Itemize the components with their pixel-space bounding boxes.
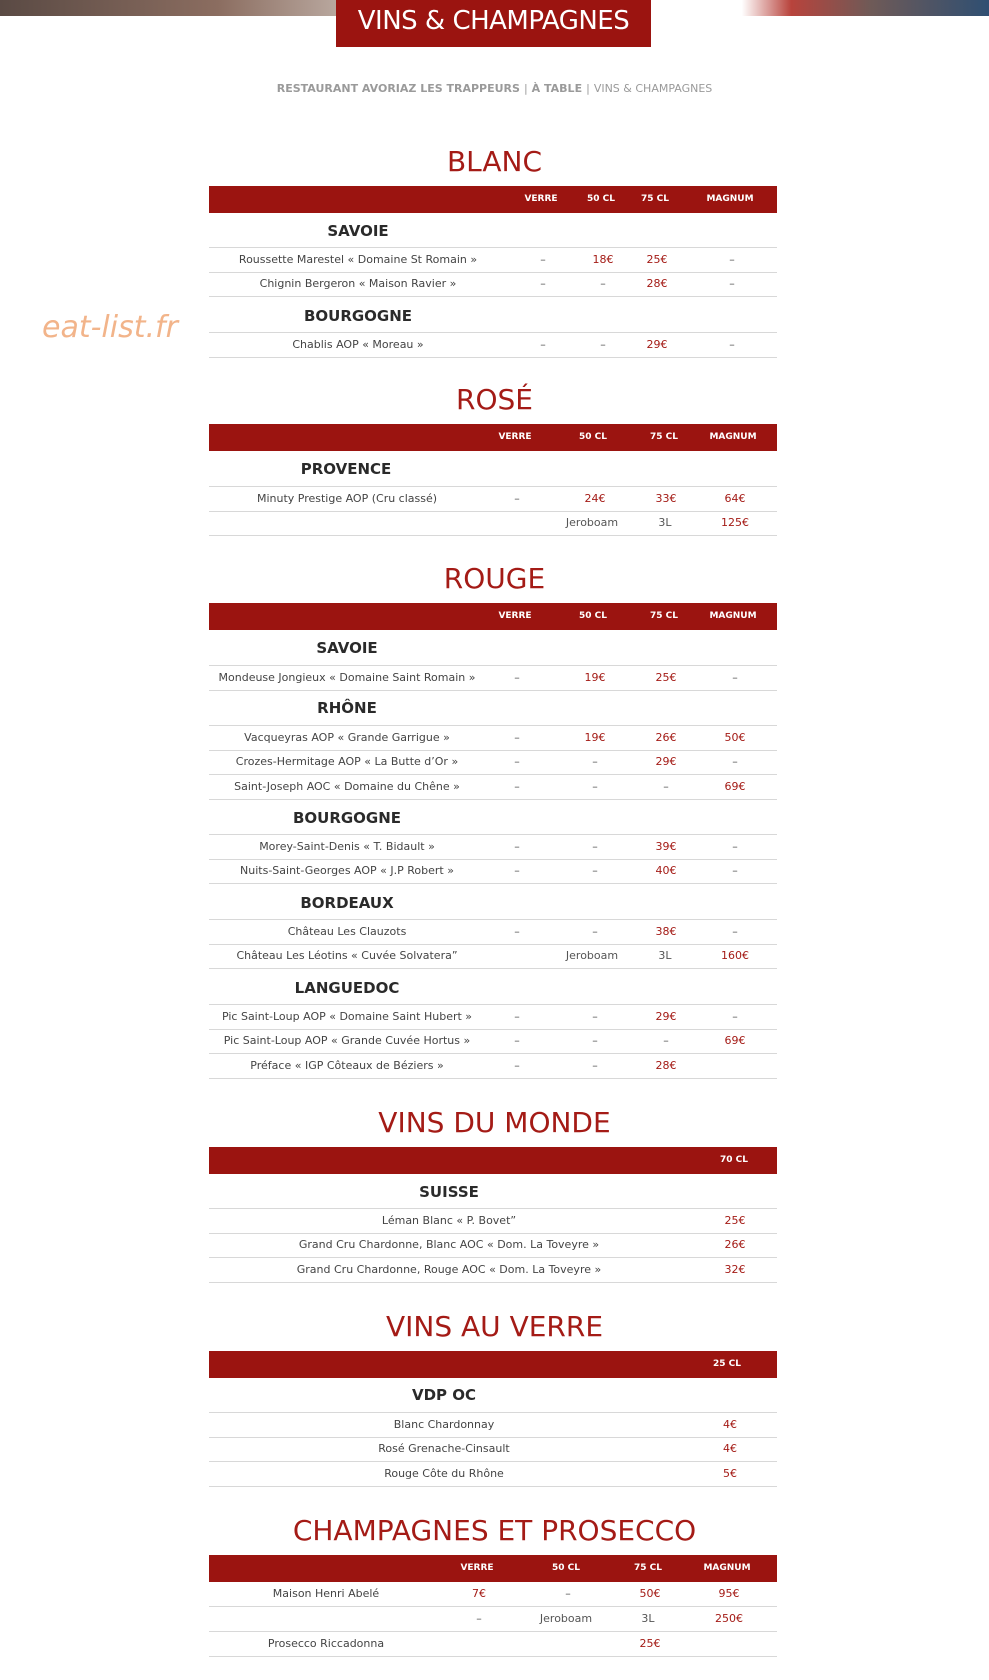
region-bordeaux: BORDEAUX	[300, 894, 394, 912]
table-row: Prosecco Riccadonna 25€	[209, 1632, 777, 1657]
section-title-blanc: BLANC	[446, 145, 543, 178]
col-75cl: 75 CL	[634, 1563, 662, 1573]
table-header-rose	[209, 424, 777, 451]
region-languedoc: LANGUEDOC	[294, 979, 400, 997]
breadcrumb-current: VINS & CHAMPAGNES	[593, 82, 713, 95]
region-provence: PROVENCE	[300, 460, 392, 478]
table-row: Château Les Clauzots – – 38€ –	[209, 919, 777, 945]
col-verre: VERRE	[460, 1563, 494, 1573]
table-header-blanc	[209, 186, 777, 213]
section-title-rouge: ROUGE	[443, 562, 546, 595]
table-row: Grand Cru Chardonne, Blanc AOC « Dom. La Toveyre » 26€	[209, 1233, 777, 1258]
table-row: Nuits-Saint-Georges AOP « J.P Robert » – – 40€ –	[209, 859, 777, 884]
col-magnum: MAGNUM	[706, 194, 754, 204]
table-row: Roussette Marestel « Domaine St Romain » – 18€ 25€ –	[209, 247, 777, 273]
table-row: Pic Saint-Loup AOP « Domaine Saint Hubert » – – 29€ –	[209, 1004, 777, 1030]
region-bourgogne: BOURGOGNE	[303, 307, 413, 325]
col-50cl: 50 CL	[587, 194, 615, 204]
col-25cl: 25 CL	[713, 1359, 741, 1369]
col-verre: VERRE	[524, 194, 558, 204]
table-row: Minuty Prestige AOP (Cru classé) – 24€ 33€ 64€	[209, 486, 777, 512]
breadcrumb-link-restaurant[interactable]: RESTAURANT AVORIAZ LES TRAPPEURS	[276, 82, 520, 95]
col-75cl: 75 CL	[650, 432, 678, 442]
table-row: Crozes-Hermitage AOP « La Butte d’Or » – – 29€ –	[209, 750, 777, 775]
table-row: Chablis AOP « Moreau » – – 29€ –	[209, 332, 777, 358]
page-title: VINS & CHAMPAGNES	[336, 0, 651, 47]
section-title-vins-du-monde: VINS DU MONDE	[378, 1106, 611, 1139]
col-75cl: 75 CL	[641, 194, 669, 204]
table-header-champagnes	[209, 1555, 777, 1582]
table-row: Mondeuse Jongieux « Domaine Saint Romain » – 19€ 25€ –	[209, 665, 777, 691]
table-row: Léman Blanc « P. Bovet” 25€	[209, 1208, 777, 1234]
table-header-vins-au-verre	[209, 1351, 777, 1378]
col-magnum: MAGNUM	[703, 1563, 751, 1573]
table-row: Rosé Grenache-Cinsault 4€	[209, 1437, 777, 1462]
table-row: Jeroboam 3L 125€	[209, 511, 777, 536]
col-50cl: 50 CL	[579, 432, 607, 442]
col-magnum: MAGNUM	[709, 432, 757, 442]
col-50cl: 50 CL	[579, 611, 607, 621]
table-row: Préface « IGP Côteaux de Béziers » – – 28€	[209, 1054, 777, 1079]
col-magnum: MAGNUM	[709, 611, 757, 621]
col-70cl: 70 CL	[720, 1155, 748, 1165]
table-row: Saint-Joseph AOC « Domaine du Chêne » – – – 69€	[209, 775, 777, 800]
col-75cl: 75 CL	[650, 611, 678, 621]
table-row: Rouge Côte du Rhône 5€	[209, 1462, 777, 1487]
table-row: Grand Cru Chardonne, Rouge AOC « Dom. La Toveyre » 32€	[209, 1258, 777, 1283]
table-row: Morey-Saint-Denis « T. Bidault » – – 39€ –	[209, 834, 777, 860]
breadcrumb: RESTAURANT AVORIAZ LES TRAPPEURS | À TABLE | VINS & CHAMPAGNES	[276, 82, 713, 95]
col-verre: VERRE	[498, 611, 532, 621]
table-header-rouge	[209, 603, 777, 630]
region-savoie: SAVOIE	[327, 222, 389, 240]
col-verre: VERRE	[498, 432, 532, 442]
table-row: Blanc Chardonnay 4€	[209, 1412, 777, 1438]
table-row: – Jeroboam 3L 250€	[209, 1607, 777, 1632]
table-row: Maison Henri Abelé 7€ – 50€ 95€	[209, 1582, 777, 1607]
section-title-champagnes-et-prosecco: CHAMPAGNES ET PROSECCO	[292, 1514, 697, 1547]
watermark: eat-list.fr	[42, 310, 178, 345]
table-row: Chignin Bergeron « Maison Ravier » – – 28€ –	[209, 272, 777, 297]
region-suisse: SUISSE	[419, 1183, 479, 1201]
table-row: Pic Saint-Loup AOP « Grande Cuvée Hortus » – – – 69€	[209, 1029, 777, 1054]
breadcrumb-link-a-table[interactable]: À TABLE	[531, 82, 583, 95]
region-rhone: RHÔNE	[317, 699, 377, 717]
section-title-rose: ROSÉ	[456, 383, 533, 416]
table-row: Vacqueyras AOP « Grande Garrigue » – 19€ 26€ 50€	[209, 725, 777, 751]
col-50cl: 50 CL	[552, 1563, 580, 1573]
table-row: Château Les Léotins « Cuvée Solvatera” Jeroboam 3L 160€	[209, 944, 777, 969]
region-vdp-oc: VDP OC	[411, 1386, 477, 1404]
region-bourgogne: BOURGOGNE	[292, 809, 402, 827]
section-title-vins-au-verre: VINS AU VERRE	[385, 1310, 604, 1343]
region-savoie: SAVOIE	[316, 639, 378, 657]
table-header-vins-du-monde	[209, 1147, 777, 1174]
